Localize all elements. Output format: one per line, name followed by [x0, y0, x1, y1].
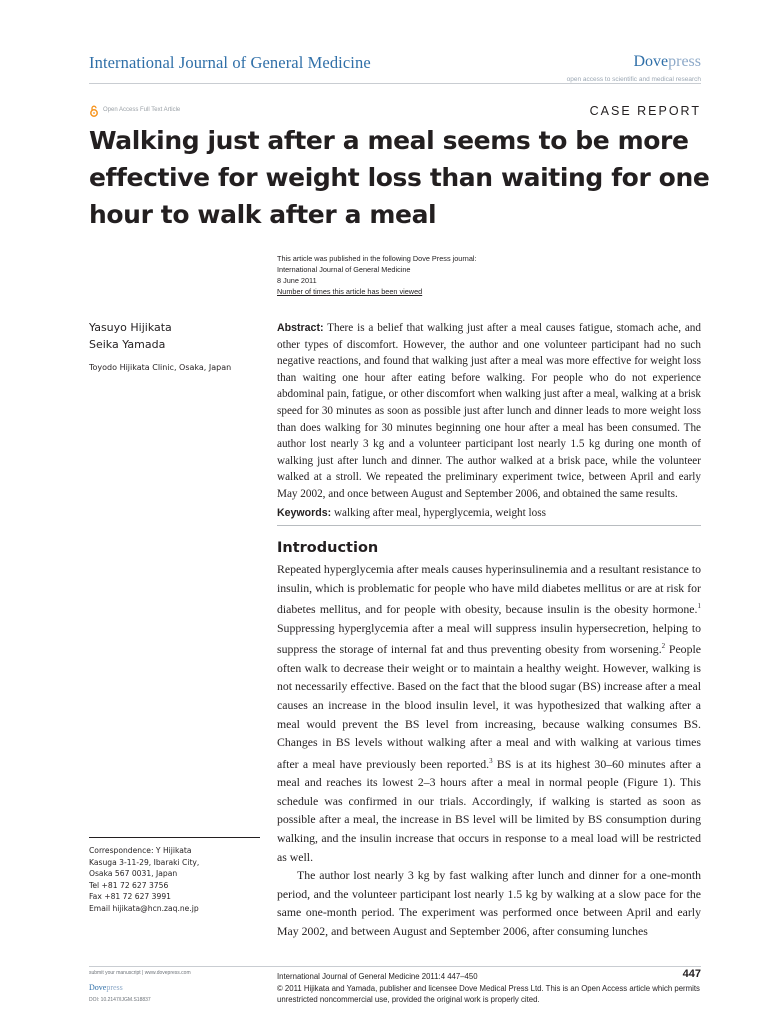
pub-line-1: This article was published in the following Dove Press journal:	[277, 254, 477, 263]
pub-journal-link[interactable]: International Journal of General Medicine	[277, 265, 411, 274]
submit-manuscript-link[interactable]: submit your manuscript | www.dovepress.com	[89, 970, 191, 976]
footer-divider	[89, 966, 701, 967]
citation: International Journal of General Medicine 2011:4 447–450	[277, 972, 478, 981]
article-title: Walking just after a meal seems to be more effective for weight loss than waiting for one hour to walk after a meal	[89, 126, 710, 229]
journal-name[interactable]: International Journal of General Medicine	[89, 53, 371, 72]
reference-link[interactable]: 3	[489, 756, 493, 765]
brand-dove: Dove	[633, 53, 669, 70]
open-access-icon	[89, 105, 99, 117]
corr-line: Osaka 567 0031, Japan	[89, 869, 178, 879]
open-access-label: Open Access Full Text Article	[103, 107, 181, 113]
author-name: Seika Yamada	[89, 338, 166, 351]
brand-tagline: open access to scientific and medical research	[566, 76, 701, 83]
introduction-heading: Introduction	[277, 540, 379, 556]
keywords	[277, 505, 701, 522]
intro-text: Suppressing hyperglycemia after a meal will suppress insulin hypersecretion, helping to suppress the storage of internal fat and thus preventing obesity from worsening.	[277, 620, 701, 657]
reference-link[interactable]: 1	[697, 602, 701, 611]
copyright: © 2011 Hijikata and Yamada, publisher and licensee Dove Medical Press Ltd. This is an Open Access article which permits unrestricted noncommercial use, provided the original work is properly cited.	[277, 984, 700, 1005]
reference-link[interactable]: 2	[661, 642, 666, 651]
page-number: 447	[682, 968, 701, 980]
corr-line: Kasuga 3-11-29, Ibaraki City,	[89, 857, 200, 867]
views-link[interactable]: Number of times this article has been viewed	[277, 287, 423, 296]
introduction-body	[277, 560, 701, 941]
intro-text: People often walk to decrease their weight or to maintain a healthy weight. However, walking is not necessarily effective. Based on the fact that the blood sugar (BS) increase after a meal causes an increase in the blood insulin level, it was hypothesized that walking after a meal would prevent the BS level from increasing, because walking consumes BS. Changes in BS levels without walking after a meal and with walking at various times after a meal have previously been reported.	[277, 642, 701, 771]
brand-press: press	[106, 983, 123, 992]
intro-text: Repeated hyperglycemia after meals causes hyperinsulinemia and a resultant resistance to insulin, which is problematic for people who have mild diabetes mellitus or are at risk for diabetes mellitus, and for people with obesity, because insulin is the obesity hormone.	[277, 562, 701, 617]
abstract-divider	[277, 525, 701, 526]
publication-info	[277, 253, 477, 297]
brand-dove: Dove	[89, 983, 107, 992]
keywords-label: Keywords:	[277, 507, 332, 519]
correspondence	[89, 845, 199, 915]
dovepress-logo[interactable]	[633, 53, 701, 71]
pub-date: 8 June 2011	[277, 276, 317, 285]
introduction-paragraph	[277, 560, 701, 866]
brand-press: press	[668, 53, 701, 70]
introduction-paragraph: The author lost nearly 3 kg by fast walking after lunch and dinner for a one-month period, and the volunteer participant lost nearly 1.5 kg by walking at a slow pace for the same one-month period. The experiment was performed once between April and early May 2002, and between August and September 2006, after consuming lunches	[277, 868, 701, 939]
footer-dovepress-logo[interactable]	[89, 983, 123, 992]
header-divider	[89, 83, 701, 84]
corr-email-link[interactable]: Email hijikata@hcn.zaq.ne.jp	[89, 903, 199, 913]
corr-line: Fax +81 72 627 3991	[89, 892, 171, 902]
article-type: CASE REPORT	[589, 104, 701, 118]
corr-line: Tel +81 72 627 3756	[89, 880, 169, 890]
abstract-text: There is a belief that walking just after a meal causes fatigue, stomach ache, and other types of discomfort. However, the author and one volunteer participant had no such negative reactions, and found that walking just after a meal was more effective for weight loss than waiting one hour after eating before walking. For people who do not experience abdominal pain, fatigue, or other discomfort when walking just after a meal, walking at a brisk speed for 30 minutes as soon as possible just after lunch and dinner leads to more weight loss than does walking for 30 minutes beginning one hour after a meal has been consumed. The author lost nearly 3 kg and a volunteer participant lost nearly 1.5 kg during one month of walking just after lunch and dinner. The author walked at a brisk pace, while the volunteer walked at a stroll. We repeated the preliminary experiment twice, between April and early May 2002, and once between August and September 2006, and obtained the same results.	[277, 322, 701, 500]
author-list	[89, 319, 172, 353]
keywords-text: walking after meal, hyperglycemia, weight loss	[331, 507, 546, 519]
corr-line: Correspondence: Y Hijikata	[89, 846, 192, 855]
abstract	[277, 320, 701, 503]
intro-text: BS is at its highest 30–60 minutes after a meal and reaches its lowest 2–3 hours after a meal in normal people (Figure 1). This schedule was confirmed in our trials. Accordingly, if walking is started as soon as possible after a meal, the increase in BS level will be limited by BS consumption during walking, and the insulin increase that occurs in response to a meal load will be restricted as well.	[277, 756, 701, 864]
affiliation: Toyodo Hijikata Clinic, Osaka, Japan	[89, 363, 232, 372]
doi[interactable]: DOI: 10.2147/IJGM.S18837	[89, 997, 151, 1003]
correspondence-divider	[89, 837, 260, 838]
abstract-label: Abstract:	[277, 322, 324, 334]
author-name: Yasuyo Hijikata	[89, 321, 172, 334]
